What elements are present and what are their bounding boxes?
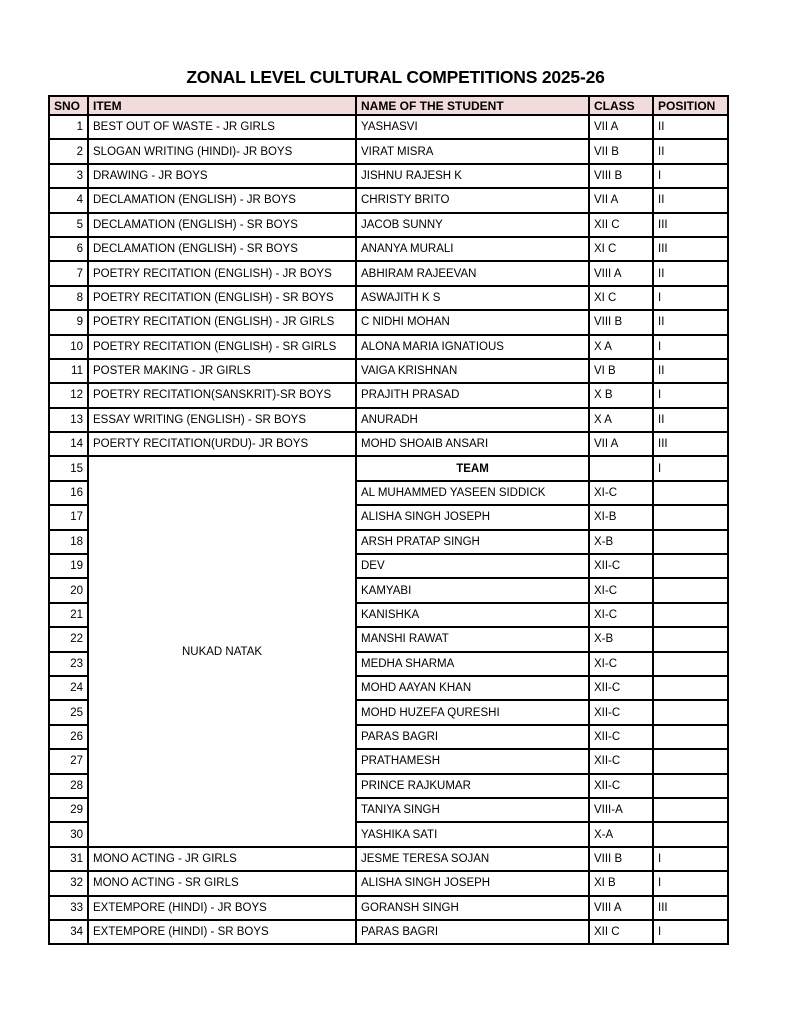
sno-cell: 30 — [49, 822, 88, 846]
name-cell: MANSHI RAWAT — [356, 627, 589, 651]
table-row — [49, 383, 728, 407]
position-cell — [653, 652, 728, 676]
table-row — [49, 237, 728, 261]
sno-cell: 14 — [49, 432, 88, 456]
table-row — [49, 359, 728, 383]
position-cell — [653, 725, 728, 749]
column-header-name: NAME OF THE STUDENT — [356, 96, 589, 115]
class-cell: VIII-A — [589, 798, 653, 822]
name-cell: MEDHA SHARMA — [356, 652, 589, 676]
sno-cell: 3 — [49, 164, 88, 188]
name-cell: ASWAJITH K S — [356, 286, 589, 310]
class-cell: XI C — [589, 286, 653, 310]
item-cell: POETRY RECITATION (ENGLISH) - JR BOYS — [88, 261, 356, 285]
name-cell: ALISHA SINGH JOSEPH — [356, 505, 589, 529]
sno-cell: 34 — [49, 920, 88, 944]
sno-cell: 9 — [49, 310, 88, 334]
name-cell: VAIGA KRISHNAN — [356, 359, 589, 383]
item-cell: BEST OUT OF WASTE - JR GIRLS — [88, 115, 356, 139]
sno-cell: 12 — [49, 383, 88, 407]
position-cell — [653, 700, 728, 724]
table-row — [49, 139, 728, 163]
results-table — [48, 95, 729, 945]
name-cell: PRATHAMESH — [356, 749, 589, 773]
table-row — [49, 920, 728, 944]
class-cell — [589, 456, 653, 480]
name-cell: PRAJITH PRASAD — [356, 383, 589, 407]
table-row — [49, 213, 728, 237]
table-row — [49, 408, 728, 432]
class-cell: VIII A — [589, 261, 653, 285]
item-cell: MONO ACTING - SR GIRLS — [88, 871, 356, 895]
table-row — [49, 871, 728, 895]
class-cell: X B — [589, 383, 653, 407]
name-cell: JESME TERESA SOJAN — [356, 847, 589, 871]
position-cell: III — [653, 896, 728, 920]
sno-cell: 21 — [49, 603, 88, 627]
sno-cell: 11 — [49, 359, 88, 383]
sno-cell: 31 — [49, 847, 88, 871]
table-body — [49, 115, 728, 944]
name-cell: CHRISTY BRITO — [356, 188, 589, 212]
sno-cell: 23 — [49, 652, 88, 676]
class-cell: VII B — [589, 139, 653, 163]
position-cell: I — [653, 164, 728, 188]
item-cell: POETRY RECITATION(SANSKRIT)-SR BOYS — [88, 383, 356, 407]
merged-item-cell: NUKAD NATAK — [88, 456, 356, 846]
sno-cell: 6 — [49, 237, 88, 261]
position-cell — [653, 774, 728, 798]
sno-cell: 32 — [49, 871, 88, 895]
name-cell: JACOB SUNNY — [356, 213, 589, 237]
name-cell: KANISHKA — [356, 603, 589, 627]
name-cell: ANURADH — [356, 408, 589, 432]
name-cell: VIRAT MISRA — [356, 139, 589, 163]
sno-cell: 8 — [49, 286, 88, 310]
table-header — [49, 96, 728, 115]
item-cell: POSTER MAKING - JR GIRLS — [88, 359, 356, 383]
sno-cell: 19 — [49, 554, 88, 578]
class-cell: VI B — [589, 359, 653, 383]
sno-cell: 10 — [49, 335, 88, 359]
position-cell — [653, 627, 728, 651]
sno-cell: 2 — [49, 139, 88, 163]
position-cell: I — [653, 871, 728, 895]
name-cell: ALISHA SINGH JOSEPH — [356, 871, 589, 895]
sno-cell: 33 — [49, 896, 88, 920]
name-cell: ARSH PRATAP SINGH — [356, 530, 589, 554]
position-cell: II — [653, 359, 728, 383]
name-cell: YASHIKA SATI — [356, 822, 589, 846]
position-cell: I — [653, 920, 728, 944]
position-cell: II — [653, 261, 728, 285]
sno-cell: 20 — [49, 578, 88, 602]
sno-cell: 18 — [49, 530, 88, 554]
name-cell: ANANYA MURALI — [356, 237, 589, 261]
position-cell: II — [653, 139, 728, 163]
table-row — [49, 310, 728, 334]
position-cell — [653, 578, 728, 602]
class-cell: XI C — [589, 237, 653, 261]
position-cell — [653, 603, 728, 627]
item-cell: EXTEMPORE (HINDI) - SR BOYS — [88, 920, 356, 944]
item-cell: MONO ACTING - JR GIRLS — [88, 847, 356, 871]
sno-cell: 17 — [49, 505, 88, 529]
item-cell: SLOGAN WRITING (HINDI)- JR BOYS — [88, 139, 356, 163]
position-cell: I — [653, 335, 728, 359]
class-cell: VIII B — [589, 310, 653, 334]
header-row — [49, 96, 728, 115]
name-cell: AL MUHAMMED YASEEN SIDDICK — [356, 481, 589, 505]
class-cell: XI-C — [589, 481, 653, 505]
class-cell: XII-C — [589, 725, 653, 749]
sno-cell: 5 — [49, 213, 88, 237]
position-cell — [653, 676, 728, 700]
column-header-position: POSITION — [653, 96, 728, 115]
column-header-class: CLASS — [589, 96, 653, 115]
class-cell: XII C — [589, 920, 653, 944]
position-cell — [653, 505, 728, 529]
table-row — [49, 896, 728, 920]
class-cell: XII-C — [589, 700, 653, 724]
sno-cell: 27 — [49, 749, 88, 773]
name-cell: GORANSH SINGH — [356, 896, 589, 920]
class-cell: VIII A — [589, 896, 653, 920]
position-cell — [653, 822, 728, 846]
class-cell: VII A — [589, 432, 653, 456]
position-cell — [653, 749, 728, 773]
table-row — [49, 286, 728, 310]
class-cell: X-A — [589, 822, 653, 846]
item-cell: POETRY RECITATION (ENGLISH) - JR GIRLS — [88, 310, 356, 334]
item-cell: DECLAMATION (ENGLISH) - SR BOYS — [88, 237, 356, 261]
class-cell: VIII B — [589, 164, 653, 188]
name-cell: ABHIRAM RAJEEVAN — [356, 261, 589, 285]
item-cell: DECLAMATION (ENGLISH) - JR BOYS — [88, 188, 356, 212]
name-cell: MOHD SHOAIB ANSARI — [356, 432, 589, 456]
position-cell: I — [653, 456, 728, 480]
class-cell: X A — [589, 335, 653, 359]
sno-cell: 7 — [49, 261, 88, 285]
class-cell: XI-B — [589, 505, 653, 529]
table-row — [49, 847, 728, 871]
column-header-item: ITEM — [88, 96, 356, 115]
item-cell: POERTY RECITATION(URDU)- JR BOYS — [88, 432, 356, 456]
sno-cell: 25 — [49, 700, 88, 724]
position-cell: III — [653, 432, 728, 456]
sno-cell: 22 — [49, 627, 88, 651]
position-cell: III — [653, 213, 728, 237]
column-header-sno: SNO — [49, 96, 88, 115]
position-cell: I — [653, 286, 728, 310]
class-cell: X A — [589, 408, 653, 432]
class-cell: XI-C — [589, 578, 653, 602]
position-cell: II — [653, 310, 728, 334]
position-cell — [653, 481, 728, 505]
position-cell: II — [653, 408, 728, 432]
sno-cell: 26 — [49, 725, 88, 749]
table-row — [49, 261, 728, 285]
class-cell: VII A — [589, 188, 653, 212]
class-cell: XII-C — [589, 554, 653, 578]
position-cell: I — [653, 847, 728, 871]
name-cell: MOHD HUZEFA QURESHI — [356, 700, 589, 724]
sno-cell: 1 — [49, 115, 88, 139]
table-row — [49, 432, 728, 456]
table-row — [49, 188, 728, 212]
table-row — [49, 115, 728, 139]
item-cell: ESSAY WRITING (ENGLISH) - SR BOYS — [88, 408, 356, 432]
sno-cell: 28 — [49, 774, 88, 798]
class-cell: VIII B — [589, 847, 653, 871]
sno-cell: 24 — [49, 676, 88, 700]
name-cell: C NIDHI MOHAN — [356, 310, 589, 334]
name-cell: PARAS BAGRI — [356, 725, 589, 749]
table-row — [49, 335, 728, 359]
name-cell: MOHD AAYAN KHAN — [356, 676, 589, 700]
name-cell: KAMYABI — [356, 578, 589, 602]
class-cell: XII-C — [589, 749, 653, 773]
name-cell: YASHASVI — [356, 115, 589, 139]
sno-cell: 4 — [49, 188, 88, 212]
page-title: ZONAL LEVEL CULTURAL COMPETITIONS 2025-26 — [186, 67, 605, 87]
sno-cell: 29 — [49, 798, 88, 822]
sno-cell: 13 — [49, 408, 88, 432]
table-row — [49, 164, 728, 188]
class-cell: XI B — [589, 871, 653, 895]
class-cell: XII-C — [589, 774, 653, 798]
position-cell — [653, 530, 728, 554]
sno-cell: 16 — [49, 481, 88, 505]
name-cell: DEV — [356, 554, 589, 578]
name-cell: JISHNU RAJESH K — [356, 164, 589, 188]
class-cell: XI-C — [589, 603, 653, 627]
class-cell: XI-C — [589, 652, 653, 676]
item-cell: POETRY RECITATION (ENGLISH) - SR BOYS — [88, 286, 356, 310]
name-cell: PARAS BAGRI — [356, 920, 589, 944]
position-cell: I — [653, 383, 728, 407]
item-cell: EXTEMPORE (HINDI) - JR BOYS — [88, 896, 356, 920]
item-cell: DECLAMATION (ENGLISH) - SR BOYS — [88, 213, 356, 237]
class-cell: XII C — [589, 213, 653, 237]
name-cell: ALONA MARIA IGNATIOUS — [356, 335, 589, 359]
item-cell: DRAWING - JR BOYS — [88, 164, 356, 188]
sno-cell: 15 — [49, 456, 88, 480]
position-cell — [653, 798, 728, 822]
name-cell: TEAM — [356, 456, 589, 480]
name-cell: PRINCE RAJKUMAR — [356, 774, 589, 798]
table-row — [49, 456, 728, 480]
class-cell: VII A — [589, 115, 653, 139]
position-cell: II — [653, 188, 728, 212]
position-cell: II — [653, 115, 728, 139]
position-cell — [653, 554, 728, 578]
name-cell: TANIYA SINGH — [356, 798, 589, 822]
position-cell: III — [653, 237, 728, 261]
class-cell: X-B — [589, 530, 653, 554]
class-cell: XII-C — [589, 676, 653, 700]
item-cell: POETRY RECITATION (ENGLISH) - SR GIRLS — [88, 335, 356, 359]
class-cell: X-B — [589, 627, 653, 651]
